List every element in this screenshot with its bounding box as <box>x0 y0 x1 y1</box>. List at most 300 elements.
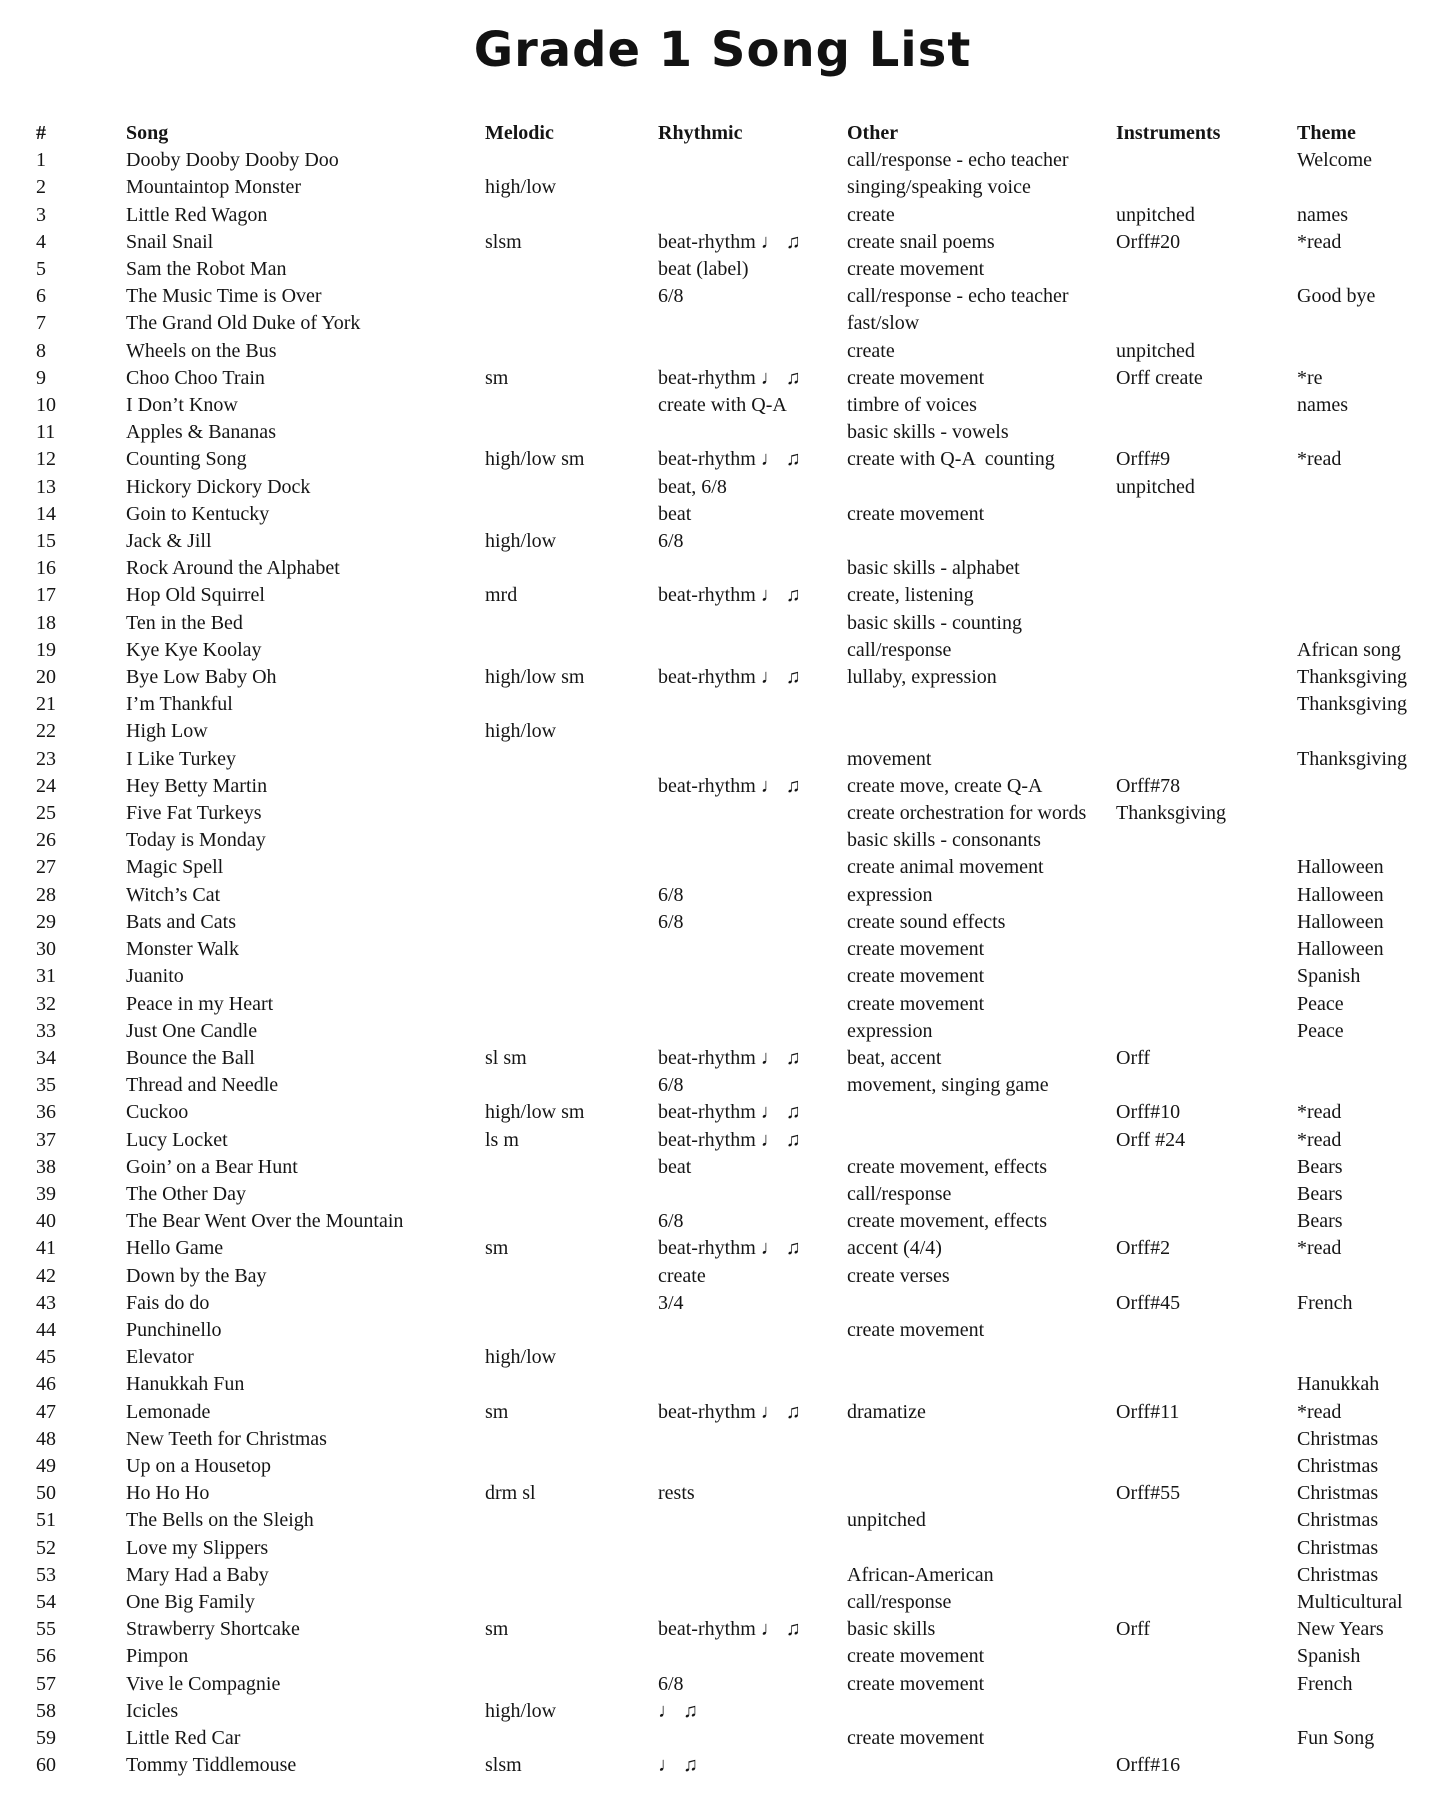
page-title: Grade 1 Song List <box>473 22 972 78</box>
cell-melodic: sm <box>485 1618 509 1641</box>
table-row <box>36 1045 1445 1072</box>
cell-rhythmic <box>658 1507 847 1534</box>
table-row <box>36 501 1445 528</box>
cell-other <box>847 1127 1116 1154</box>
cell-rhythmic: beat-rhythm ♩ ♫ <box>658 1400 801 1423</box>
cell-instruments <box>1116 1181 1297 1208</box>
cell-num: 1 <box>36 149 46 172</box>
cell-song: Vive le Compagnie <box>126 1672 281 1695</box>
cell-melodic <box>485 283 658 310</box>
cell-other: African-American <box>847 1563 994 1586</box>
cell-melodic: high/low sm <box>485 1101 585 1124</box>
table-row <box>36 1752 1445 1779</box>
table-row <box>36 1698 1445 1725</box>
cell-melodic <box>485 1072 658 1099</box>
cell-rhythmic: beat-rhythm ♩ ♫ <box>658 1128 801 1151</box>
cell-other: basic skills <box>847 1618 936 1641</box>
cell-other: create move, create Q-A <box>847 774 1043 797</box>
cell-rhythmic <box>658 174 847 201</box>
cell-song: New Teeth for Christmas <box>126 1427 327 1450</box>
cell-instruments <box>1116 1072 1297 1099</box>
cell-num: 47 <box>36 1400 56 1423</box>
cell-melodic: ls m <box>485 1128 519 1151</box>
cell-theme <box>1297 582 1445 609</box>
table-row <box>36 854 1445 881</box>
cell-other: create sound effects <box>847 910 1006 933</box>
cell-instruments <box>1116 1507 1297 1534</box>
cell-other <box>847 1535 1116 1562</box>
table-row <box>36 1263 1445 1290</box>
cell-melodic <box>485 1181 658 1208</box>
cell-theme: African song <box>1297 638 1401 661</box>
cell-instruments: Orff <box>1116 1618 1151 1641</box>
cell-instruments: Orff#11 <box>1116 1400 1180 1423</box>
cell-rhythmic: beat-rhythm ♩ ♫ <box>658 774 801 797</box>
cell-song: Magic Spell <box>126 856 224 879</box>
column-header-melodic: Melodic <box>485 122 554 144</box>
cell-num: 55 <box>36 1618 56 1641</box>
cell-song: Hanukkah Fun <box>126 1373 245 1396</box>
cell-theme <box>1297 800 1445 827</box>
cell-rhythmic: ♩ ♫ <box>658 1699 698 1722</box>
cell-num: 12 <box>36 448 56 471</box>
cell-num: 19 <box>36 638 56 661</box>
cell-instruments <box>1116 637 1297 664</box>
cell-rhythmic: beat (label) <box>658 258 749 281</box>
cell-theme: *read <box>1297 1128 1342 1151</box>
cell-rhythmic <box>658 1725 847 1752</box>
cell-melodic: high/low sm <box>485 666 585 689</box>
cell-rhythmic: ♩ ♫ <box>658 1754 698 1777</box>
cell-theme: Halloween <box>1297 938 1384 961</box>
cell-other <box>847 1453 1116 1480</box>
table-row <box>36 419 1445 446</box>
cell-melodic <box>485 419 658 446</box>
cell-rhythmic: 6/8 <box>658 1074 684 1097</box>
cell-other <box>847 474 1116 501</box>
table-row <box>36 338 1445 365</box>
cell-instruments: unpitched <box>1116 475 1195 498</box>
cell-rhythmic: beat-rhythm ♩ ♫ <box>658 366 801 389</box>
cell-instruments <box>1116 1344 1297 1371</box>
cell-rhythmic <box>658 746 847 773</box>
table-row <box>36 446 1445 473</box>
cell-song: Dooby Dooby Dooby Doo <box>126 149 339 172</box>
cell-num: 25 <box>36 802 56 825</box>
cell-theme: French <box>1297 1672 1353 1695</box>
cell-song: Goin’ on a Bear Hunt <box>126 1155 298 1178</box>
table-row <box>36 1154 1445 1181</box>
cell-instruments: Orff#78 <box>1116 774 1181 797</box>
cell-theme <box>1297 174 1445 201</box>
cell-num: 36 <box>36 1101 56 1124</box>
cell-theme <box>1297 1344 1445 1371</box>
cell-melodic <box>485 1535 658 1562</box>
cell-instruments <box>1116 1263 1297 1290</box>
cell-instruments: Orff#20 <box>1116 230 1181 253</box>
cell-melodic <box>485 310 658 337</box>
cell-num: 41 <box>36 1237 56 1260</box>
cell-other: create movement <box>847 1645 985 1668</box>
cell-theme <box>1297 501 1445 528</box>
cell-theme: Christmas <box>1297 1509 1379 1532</box>
cell-instruments: Orff#55 <box>1116 1482 1181 1505</box>
table-row <box>36 936 1445 963</box>
cell-num: 7 <box>36 312 46 335</box>
cell-melodic: sm <box>485 366 509 389</box>
cell-num: 59 <box>36 1726 56 1749</box>
cell-num: 29 <box>36 910 56 933</box>
cell-theme: Spanish <box>1297 1645 1361 1668</box>
cell-other: create snail poems <box>847 230 995 253</box>
cell-other <box>847 1344 1116 1371</box>
table-row <box>36 147 1445 174</box>
cell-rhythmic <box>658 202 847 229</box>
cell-instruments: Orff create <box>1116 366 1203 389</box>
cell-theme: Multicultural <box>1297 1590 1403 1613</box>
cell-num: 26 <box>36 829 56 852</box>
cell-theme: Bears <box>1297 1210 1343 1233</box>
cell-song: Hop Old Squirrel <box>126 584 265 607</box>
cell-num: 10 <box>36 394 56 417</box>
cell-song: Bye Low Baby Oh <box>126 666 277 689</box>
cell-instruments <box>1116 1562 1297 1589</box>
cell-num: 45 <box>36 1346 56 1369</box>
cell-theme <box>1297 528 1445 555</box>
table-row <box>36 1426 1445 1453</box>
cell-other: create movement, effects <box>847 1210 1048 1233</box>
cell-num: 40 <box>36 1210 56 1233</box>
cell-instruments: Orff#16 <box>1116 1754 1181 1777</box>
cell-song: Ten in the Bed <box>126 611 243 634</box>
cell-melodic <box>485 963 658 990</box>
cell-instruments: unpitched <box>1116 203 1195 226</box>
cell-rhythmic <box>658 1344 847 1371</box>
table-row <box>36 1344 1445 1371</box>
table-row <box>36 256 1445 283</box>
cell-rhythmic <box>658 1453 847 1480</box>
cell-instruments <box>1116 1317 1297 1344</box>
cell-theme <box>1297 1752 1445 1779</box>
cell-rhythmic <box>658 1018 847 1045</box>
cell-song: Down by the Bay <box>126 1264 267 1287</box>
cell-num: 56 <box>36 1645 56 1668</box>
cell-rhythmic <box>658 691 847 718</box>
column-header-instruments: Instruments <box>1116 122 1221 144</box>
cell-num: 34 <box>36 1046 56 1069</box>
cell-num: 51 <box>36 1509 56 1532</box>
cell-theme: *read <box>1297 1101 1342 1124</box>
cell-theme <box>1297 718 1445 745</box>
table-row <box>36 310 1445 337</box>
cell-rhythmic <box>658 1535 847 1562</box>
cell-instruments <box>1116 746 1297 773</box>
cell-other: expression <box>847 1019 933 1042</box>
cell-num: 39 <box>36 1182 56 1205</box>
cell-num: 23 <box>36 747 56 770</box>
table-row <box>36 909 1445 936</box>
song-table-body <box>36 147 1445 1779</box>
cell-rhythmic <box>658 827 847 854</box>
cell-theme: names <box>1297 394 1349 417</box>
cell-song: Pimpon <box>126 1645 189 1668</box>
cell-num: 54 <box>36 1590 56 1613</box>
cell-theme: New Years <box>1297 1618 1384 1641</box>
cell-other <box>847 528 1116 555</box>
cell-num: 58 <box>36 1699 56 1722</box>
cell-instruments <box>1116 256 1297 283</box>
table-row <box>36 1208 1445 1235</box>
cell-song: Apples & Bananas <box>126 421 276 444</box>
cell-num: 49 <box>36 1454 56 1477</box>
cell-melodic: drm sl <box>485 1482 536 1505</box>
cell-theme <box>1297 474 1445 501</box>
cell-song: Bats and Cats <box>126 910 236 933</box>
cell-num: 15 <box>36 530 56 553</box>
cell-num: 30 <box>36 938 56 961</box>
cell-num: 28 <box>36 883 56 906</box>
cell-song: Goin to Kentucky <box>126 502 270 525</box>
cell-melodic <box>485 882 658 909</box>
cell-other <box>847 1426 1116 1453</box>
cell-melodic <box>485 854 658 881</box>
cell-other: basic skills - vowels <box>847 421 1009 444</box>
cell-melodic <box>485 746 658 773</box>
cell-rhythmic <box>658 419 847 446</box>
cell-melodic <box>485 501 658 528</box>
cell-theme <box>1297 1698 1445 1725</box>
cell-other <box>847 1480 1116 1507</box>
cell-melodic <box>485 392 658 419</box>
cell-other: beat, accent <box>847 1046 942 1069</box>
cell-melodic <box>485 936 658 963</box>
cell-rhythmic <box>658 610 847 637</box>
table-row <box>36 1671 1445 1698</box>
table-row <box>36 1725 1445 1752</box>
cell-melodic <box>485 909 658 936</box>
cell-theme: Fun Song <box>1297 1726 1375 1749</box>
cell-song: The Music Time is Over <box>126 285 322 308</box>
cell-other: call/response - echo teacher <box>847 285 1069 308</box>
cell-instruments <box>1116 610 1297 637</box>
cell-rhythmic: 6/8 <box>658 910 684 933</box>
cell-song: Jack & Jill <box>126 530 212 553</box>
cell-rhythmic <box>658 800 847 827</box>
cell-num: 42 <box>36 1264 56 1287</box>
cell-theme: Thanksgiving <box>1297 693 1407 716</box>
table-row <box>36 174 1445 201</box>
cell-other: singing/speaking voice <box>847 176 1031 199</box>
cell-melodic <box>485 1453 658 1480</box>
cell-song: Juanito <box>126 965 184 988</box>
cell-song: Choo Choo Train <box>126 366 265 389</box>
cell-theme: Christmas <box>1297 1427 1379 1450</box>
cell-theme: names <box>1297 203 1349 226</box>
cell-instruments <box>1116 528 1297 555</box>
table-row <box>36 365 1445 392</box>
cell-other: create movement <box>847 366 985 389</box>
cell-melodic <box>485 827 658 854</box>
cell-song: The Bear Went Over the Mountain <box>126 1210 404 1233</box>
cell-song: Rock Around the Alphabet <box>126 557 340 580</box>
cell-theme <box>1297 1263 1445 1290</box>
cell-melodic <box>485 256 658 283</box>
cell-num: 35 <box>36 1074 56 1097</box>
cell-other <box>847 1371 1116 1398</box>
cell-theme: Peace <box>1297 992 1344 1015</box>
cell-instruments <box>1116 174 1297 201</box>
cell-melodic <box>485 800 658 827</box>
cell-instruments <box>1116 854 1297 881</box>
cell-instruments: Orff #24 <box>1116 1128 1186 1151</box>
cell-rhythmic: beat, 6/8 <box>658 475 727 498</box>
cell-num: 21 <box>36 693 56 716</box>
cell-melodic <box>485 637 658 664</box>
cell-theme: Christmas <box>1297 1454 1379 1477</box>
cell-melodic: slsm <box>485 230 522 253</box>
cell-melodic <box>485 1290 658 1317</box>
cell-song: Thread and Needle <box>126 1074 279 1097</box>
cell-other: create movement <box>847 1318 985 1341</box>
cell-theme <box>1297 310 1445 337</box>
cell-instruments: Orff#45 <box>1116 1291 1181 1314</box>
cell-instruments: Thanksgiving <box>1116 802 1226 825</box>
table-row <box>36 637 1445 664</box>
cell-song: Lemonade <box>126 1400 211 1423</box>
cell-song: I Don’t Know <box>126 394 238 417</box>
cell-melodic <box>485 474 658 501</box>
cell-melodic <box>485 1589 658 1616</box>
cell-song: Mary Had a Baby <box>126 1563 269 1586</box>
cell-instruments <box>1116 392 1297 419</box>
cell-song: Elevator <box>126 1346 194 1369</box>
cell-song: Lucy Locket <box>126 1128 228 1151</box>
header-row <box>36 120 1445 147</box>
cell-melodic <box>485 338 658 365</box>
cell-instruments: Orff#9 <box>1116 448 1171 471</box>
cell-instruments <box>1116 718 1297 745</box>
cell-num: 14 <box>36 502 56 525</box>
cell-theme: French <box>1297 1291 1353 1314</box>
cell-theme: Christmas <box>1297 1536 1379 1559</box>
cell-instruments <box>1116 1018 1297 1045</box>
cell-rhythmic: create with Q-A <box>658 394 787 417</box>
cell-theme: Christmas <box>1297 1563 1379 1586</box>
table-row <box>36 1480 1445 1507</box>
cell-other <box>847 1290 1116 1317</box>
cell-instruments: Orff#2 <box>1116 1237 1171 1260</box>
cell-melodic <box>485 1725 658 1752</box>
cell-num: 60 <box>36 1754 56 1777</box>
cell-rhythmic: 6/8 <box>658 285 684 308</box>
cell-instruments <box>1116 1371 1297 1398</box>
cell-other: create movement <box>847 1726 985 1749</box>
cell-instruments <box>1116 1589 1297 1616</box>
cell-theme <box>1297 1317 1445 1344</box>
table-row <box>36 555 1445 582</box>
cell-other <box>847 1752 1116 1779</box>
cell-melodic <box>485 1426 658 1453</box>
column-header-theme: Theme <box>1297 122 1356 144</box>
cell-melodic <box>485 202 658 229</box>
cell-rhythmic <box>658 1317 847 1344</box>
table-row <box>36 528 1445 555</box>
cell-instruments <box>1116 991 1297 1018</box>
cell-instruments <box>1116 582 1297 609</box>
cell-num: 50 <box>36 1482 56 1505</box>
cell-rhythmic <box>658 718 847 745</box>
cell-song: Snail Snail <box>126 230 214 253</box>
cell-other: create with Q-A counting <box>847 448 1055 471</box>
cell-theme: Hanukkah <box>1297 1373 1380 1396</box>
cell-song: Today is Monday <box>126 829 266 852</box>
table-row <box>36 1535 1445 1562</box>
cell-num: 46 <box>36 1373 56 1396</box>
cell-instruments <box>1116 936 1297 963</box>
table-row <box>36 1453 1445 1480</box>
cell-theme: Welcome <box>1297 149 1373 172</box>
cell-other: create movement <box>847 965 985 988</box>
cell-theme: Halloween <box>1297 856 1384 879</box>
cell-instruments <box>1116 310 1297 337</box>
cell-num: 13 <box>36 475 56 498</box>
cell-melodic <box>485 991 658 1018</box>
table-row <box>36 1399 1445 1426</box>
cell-theme: Thanksgiving <box>1297 666 1407 689</box>
cell-song: Wheels on the Bus <box>126 339 277 362</box>
table-row <box>36 800 1445 827</box>
table-row <box>36 1562 1445 1589</box>
cell-other: create movement <box>847 1672 985 1695</box>
cell-song: Fais do do <box>126 1291 210 1314</box>
cell-theme: Bears <box>1297 1182 1343 1205</box>
cell-instruments: unpitched <box>1116 339 1195 362</box>
cell-theme: Bears <box>1297 1155 1343 1178</box>
cell-rhythmic: 3/4 <box>658 1291 684 1314</box>
cell-instruments <box>1116 691 1297 718</box>
cell-instruments <box>1116 882 1297 909</box>
cell-rhythmic: beat-rhythm ♩ ♫ <box>658 1046 801 1069</box>
cell-melodic <box>485 610 658 637</box>
cell-num: 11 <box>36 421 56 444</box>
cell-rhythmic <box>658 147 847 174</box>
column-header-rhythmic: Rhythmic <box>658 122 743 144</box>
cell-song: Icicles <box>126 1699 179 1722</box>
cell-melodic: mrd <box>485 584 518 607</box>
table-row <box>36 283 1445 310</box>
cell-rhythmic <box>658 637 847 664</box>
table-row <box>36 474 1445 501</box>
cell-num: 33 <box>36 1019 56 1042</box>
table-row <box>36 610 1445 637</box>
cell-melodic <box>485 555 658 582</box>
cell-instruments <box>1116 1208 1297 1235</box>
cell-rhythmic <box>658 991 847 1018</box>
table-row <box>36 1589 1445 1616</box>
cell-instruments: Orff <box>1116 1046 1151 1069</box>
cell-other <box>847 691 1116 718</box>
cell-num: 48 <box>36 1427 56 1450</box>
cell-melodic <box>485 691 658 718</box>
cell-theme <box>1297 256 1445 283</box>
cell-song: Punchinello <box>126 1318 222 1341</box>
cell-other: create animal movement <box>847 856 1044 879</box>
cell-num: 53 <box>36 1563 56 1586</box>
cell-rhythmic: beat-rhythm ♩ ♫ <box>658 230 801 253</box>
cell-theme <box>1297 1045 1445 1072</box>
cell-melodic: sm <box>485 1237 509 1260</box>
cell-song: The Other Day <box>126 1182 246 1205</box>
